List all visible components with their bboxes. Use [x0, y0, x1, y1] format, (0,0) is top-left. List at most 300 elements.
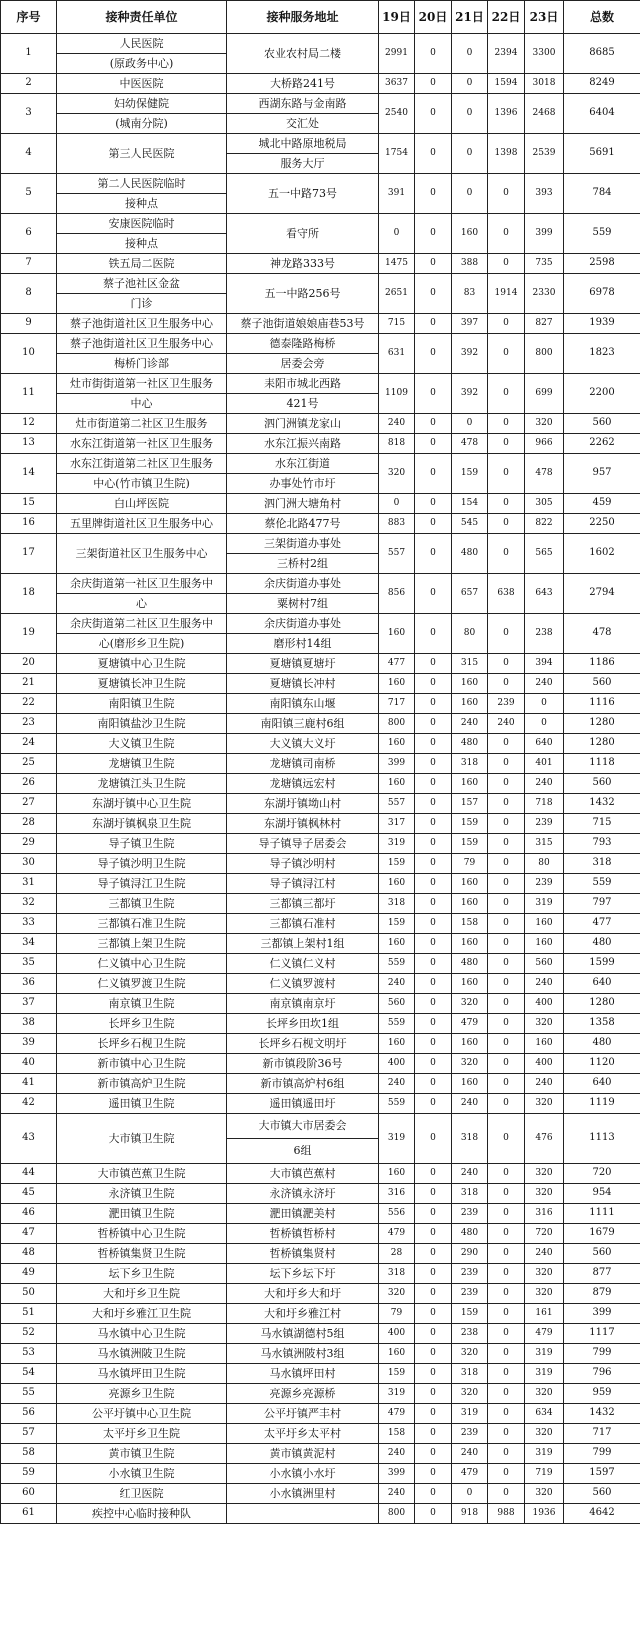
row-number: 56 [1, 1404, 57, 1424]
count-d20: 0 [415, 1304, 452, 1324]
table-row [1, 374, 640, 414]
table-row [1, 1034, 640, 1054]
row-number: 32 [1, 894, 57, 914]
unit-line: 仁义镇罗渡卫生院 [97, 976, 186, 990]
count-d21: 0 [452, 74, 488, 94]
table-row [1, 1384, 640, 1404]
count-d21: 239 [452, 1204, 488, 1224]
count-d21: 80 [452, 614, 488, 654]
count-d21: 0 [452, 174, 488, 214]
count-d23: 560 [525, 954, 564, 974]
count-d21: 160 [452, 1034, 488, 1054]
responsible-unit [57, 954, 227, 974]
count-total: 1186 [564, 654, 640, 674]
service-address [227, 414, 379, 434]
address-line: 水东江街道 [275, 457, 330, 470]
unit-line: (城南分院) [57, 113, 226, 133]
unit-line: 余庆街道第一社区卫生服务中 [70, 577, 213, 590]
count-d20: 0 [415, 454, 452, 494]
count-d19: 160 [379, 614, 415, 654]
service-address [227, 1054, 379, 1074]
count-d21: 319 [452, 1404, 488, 1424]
count-d20: 0 [415, 1204, 452, 1224]
address-line: 余庆街道办事处 [264, 617, 341, 630]
address-line: 小水镇洲里村 [269, 1486, 336, 1500]
count-d19: 316 [379, 1184, 415, 1204]
count-d19: 28 [379, 1244, 415, 1264]
table-row [1, 314, 640, 334]
count-d22: 0 [488, 734, 525, 754]
table-row [1, 214, 640, 254]
table-row [1, 1094, 640, 1114]
service-address [227, 874, 379, 894]
count-d22: 0 [488, 834, 525, 854]
count-d20: 0 [415, 434, 452, 454]
count-d19: 479 [379, 1404, 415, 1424]
count-d22: 0 [488, 914, 525, 934]
count-d20: 0 [415, 94, 452, 134]
count-d20: 0 [415, 994, 452, 1014]
address-line: 余庆街道办事处 [264, 577, 341, 590]
row-number: 5 [1, 174, 57, 214]
count-d21: 478 [452, 434, 488, 454]
count-d20: 0 [415, 1404, 452, 1424]
unit-line: 白山坪医院 [114, 496, 169, 510]
unit-line: 三都镇石准卫生院 [97, 916, 186, 930]
address-line: 德泰隆路梅桥 [269, 337, 336, 350]
count-total: 560 [564, 674, 640, 694]
row-number: 59 [1, 1464, 57, 1484]
row-number: 18 [1, 574, 57, 614]
unit-line: 中医医院 [119, 76, 164, 90]
count-d22: 0 [488, 1034, 525, 1054]
count-d21: 290 [452, 1244, 488, 1264]
count-d22: 0 [488, 254, 525, 274]
unit-line: 三都镇卫生院 [108, 896, 175, 910]
count-d19: 240 [379, 414, 415, 434]
count-d21: 158 [452, 914, 488, 934]
count-d22: 0 [488, 1284, 525, 1304]
count-d19: 559 [379, 1094, 415, 1114]
count-d20: 0 [415, 654, 452, 674]
count-d22: 0 [488, 894, 525, 914]
table-row [1, 174, 640, 214]
count-d23: 2330 [525, 274, 564, 314]
count-d19: 1109 [379, 374, 415, 414]
responsible-unit [57, 1094, 227, 1114]
count-d23: 3018 [525, 74, 564, 94]
service-address [227, 974, 379, 994]
count-d22: 0 [488, 494, 525, 514]
table-row [1, 614, 640, 654]
count-d20: 0 [415, 334, 452, 374]
service-address [227, 614, 379, 654]
count-d23: 240 [525, 974, 564, 994]
unit-line: 长坪乡石枧卫生院 [97, 1036, 186, 1050]
service-address [227, 1264, 379, 1284]
count-d20: 0 [415, 1114, 452, 1164]
table-row [1, 1484, 640, 1504]
count-d20: 0 [415, 1264, 452, 1284]
count-d20: 0 [415, 1284, 452, 1304]
address-line: 黄市镇黄泥村 [269, 1446, 336, 1460]
unit-line: 导子镇沙明卫生院 [97, 856, 186, 870]
count-d22: 0 [488, 174, 525, 214]
unit-line: 铁五局二医院 [108, 256, 175, 270]
count-d23: 240 [525, 774, 564, 794]
count-d19: 240 [379, 1444, 415, 1464]
count-d19: 160 [379, 774, 415, 794]
responsible-unit [57, 834, 227, 854]
count-d19: 160 [379, 1034, 415, 1054]
count-total: 1679 [564, 1224, 640, 1244]
row-number: 61 [1, 1504, 57, 1524]
count-d21: 0 [452, 1484, 488, 1504]
responsible-unit [57, 1484, 227, 1504]
count-d22: 0 [488, 934, 525, 954]
table-row [1, 794, 640, 814]
responsible-unit [57, 1204, 227, 1224]
unit-line: 蔡子池街道社区卫生服务中心 [70, 316, 213, 330]
count-d20: 0 [415, 714, 452, 734]
address-line: 哲桥镇集贤村 [269, 1246, 336, 1260]
row-number: 10 [1, 334, 57, 374]
unit-line: 龙塘镇卫生院 [108, 756, 175, 770]
count-d21: 239 [452, 1424, 488, 1444]
row-number: 17 [1, 534, 57, 574]
service-address [227, 74, 379, 94]
table-row [1, 34, 640, 74]
address-line: 交汇处 [227, 113, 378, 133]
service-address [227, 1404, 379, 1424]
count-d21: 157 [452, 794, 488, 814]
count-total: 640 [564, 974, 640, 994]
count-d23: 400 [525, 994, 564, 1014]
unit-line: 哲桥镇集贤卫生院 [97, 1246, 186, 1260]
table-row [1, 1244, 640, 1264]
service-address [227, 254, 379, 274]
responsible-unit [57, 814, 227, 834]
table-row [1, 774, 640, 794]
count-total: 2598 [564, 254, 640, 274]
count-d23: 735 [525, 254, 564, 274]
address-line: 东湖圩镇枫林村 [264, 816, 341, 830]
count-d21: 397 [452, 314, 488, 334]
table-row [1, 974, 640, 994]
address-line: 新市镇段阶36号 [262, 1056, 343, 1070]
count-d23: 240 [525, 674, 564, 694]
address-line: 永济镇永济圩 [269, 1186, 336, 1200]
responsible-unit [57, 934, 227, 954]
count-d23: 399 [525, 214, 564, 254]
responsible-unit [57, 74, 227, 94]
responsible-unit [57, 874, 227, 894]
responsible-unit [57, 774, 227, 794]
count-d23: 239 [525, 814, 564, 834]
count-d19: 317 [379, 814, 415, 834]
unit-line: 灶市街道第二社区卫生服务 [75, 416, 208, 430]
count-d22: 0 [488, 434, 525, 454]
count-d22: 0 [488, 1014, 525, 1034]
responsible-unit [57, 214, 227, 254]
count-d20: 0 [415, 574, 452, 614]
row-number: 4 [1, 134, 57, 174]
responsible-unit [57, 174, 227, 214]
count-d23: 316 [525, 1204, 564, 1224]
count-d22: 0 [488, 1054, 525, 1074]
unit-line: 淝田镇卫生院 [108, 1206, 175, 1220]
count-d21: 79 [452, 854, 488, 874]
service-address [227, 334, 379, 374]
table-row [1, 714, 640, 734]
count-total: 4642 [564, 1504, 640, 1524]
responsible-unit [57, 1344, 227, 1364]
count-total: 560 [564, 414, 640, 434]
responsible-unit [57, 1304, 227, 1324]
responsible-unit [57, 1244, 227, 1264]
unit-line: 大义镇卫生院 [108, 736, 175, 750]
count-d23: 640 [525, 734, 564, 754]
count-d23: 320 [525, 1264, 564, 1284]
table-row [1, 1114, 640, 1164]
count-d21: 479 [452, 1464, 488, 1484]
count-d21: 320 [452, 1384, 488, 1404]
service-address [227, 854, 379, 874]
count-d20: 0 [415, 494, 452, 514]
row-number: 40 [1, 1054, 57, 1074]
row-number: 25 [1, 754, 57, 774]
service-address [227, 374, 379, 414]
count-d19: 557 [379, 534, 415, 574]
service-address [227, 454, 379, 494]
unit-line: 中心 [57, 393, 226, 413]
count-total: 2262 [564, 434, 640, 454]
table-row [1, 834, 640, 854]
count-d23: 719 [525, 1464, 564, 1484]
unit-line: 梅桥门诊部 [57, 353, 226, 373]
count-d21: 480 [452, 1224, 488, 1244]
service-address [227, 774, 379, 794]
count-d23: 320 [525, 1284, 564, 1304]
count-d22: 0 [488, 1304, 525, 1324]
count-d22: 0 [488, 1464, 525, 1484]
count-d22: 0 [488, 314, 525, 334]
count-d22: 988 [488, 1504, 525, 1524]
count-d21: 154 [452, 494, 488, 514]
count-total: 1939 [564, 314, 640, 334]
unit-line: 三架街道社区卫生服务中心 [75, 546, 208, 560]
address-line: 粟树村7组 [227, 593, 378, 613]
row-number: 37 [1, 994, 57, 1014]
table-row [1, 534, 640, 574]
unit-line: 公平圩镇中心卫生院 [92, 1406, 191, 1420]
table-row [1, 454, 640, 494]
address-line: 南京镇南京圩 [269, 996, 336, 1010]
unit-line: 疾控中心临时接种队 [92, 1506, 191, 1520]
count-d21: 0 [452, 94, 488, 134]
count-d19: 160 [379, 934, 415, 954]
count-d23: 822 [525, 514, 564, 534]
service-address [227, 494, 379, 514]
address-line: 哲桥镇哲桥村 [269, 1226, 336, 1240]
count-d22: 0 [488, 374, 525, 414]
responsible-unit [57, 94, 227, 134]
count-d23: 320 [525, 1014, 564, 1034]
count-d22: 638 [488, 574, 525, 614]
responsible-unit [57, 714, 227, 734]
header-d21: 21日 [452, 1, 488, 34]
address-line: 五一中路256号 [264, 286, 341, 300]
row-number: 6 [1, 214, 57, 254]
count-d23: 160 [525, 1034, 564, 1054]
service-address [227, 434, 379, 454]
count-d20: 0 [415, 854, 452, 874]
count-d21: 239 [452, 1284, 488, 1304]
unit-line: 水东江街道第二社区卫生服务 [70, 457, 213, 470]
row-number: 1 [1, 34, 57, 74]
responsible-unit [57, 254, 227, 274]
count-d23: 643 [525, 574, 564, 614]
count-d23: 160 [525, 934, 564, 954]
count-d21: 479 [452, 1014, 488, 1034]
count-d23: 394 [525, 654, 564, 674]
table-row [1, 1204, 640, 1224]
row-number: 52 [1, 1324, 57, 1344]
unit-line: 坛下乡卫生院 [108, 1266, 175, 1280]
row-number: 7 [1, 254, 57, 274]
count-d21: 480 [452, 734, 488, 754]
count-d23: 319 [525, 1344, 564, 1364]
count-d19: 715 [379, 314, 415, 334]
count-d21: 315 [452, 654, 488, 674]
table-row [1, 434, 640, 454]
unit-line: 心 [57, 593, 226, 613]
count-d20: 0 [415, 1244, 452, 1264]
service-address [227, 1244, 379, 1264]
address-line: 龙塘镇远宏村 [269, 776, 336, 790]
unit-line: 人民医院 [119, 37, 164, 50]
header-no: 序号 [1, 1, 57, 34]
table-row [1, 674, 640, 694]
row-number: 29 [1, 834, 57, 854]
address-line: 夏塘镇长冲村 [269, 676, 336, 690]
count-total: 1432 [564, 794, 640, 814]
count-d19: 159 [379, 914, 415, 934]
count-total: 559 [564, 214, 640, 254]
count-d22: 0 [488, 1224, 525, 1244]
address-line: 城北中路原地税局 [258, 137, 347, 150]
count-d19: 319 [379, 834, 415, 854]
responsible-unit [57, 614, 227, 654]
count-d21: 240 [452, 714, 488, 734]
service-address [227, 34, 379, 74]
address-line: 仁义镇罗渡村 [269, 976, 336, 990]
count-total: 480 [564, 934, 640, 954]
count-d19: 160 [379, 874, 415, 894]
count-d21: 318 [452, 1184, 488, 1204]
count-d20: 0 [415, 874, 452, 894]
row-number: 21 [1, 674, 57, 694]
count-total: 715 [564, 814, 640, 834]
address-line: 泗门洲大塘角村 [264, 496, 341, 510]
responsible-unit [57, 134, 227, 174]
count-d22: 0 [488, 1404, 525, 1424]
count-d19: 160 [379, 734, 415, 754]
service-address [227, 1464, 379, 1484]
address-line: 三都镇石准村 [269, 916, 336, 930]
row-number: 12 [1, 414, 57, 434]
count-d22: 0 [488, 1074, 525, 1094]
service-address [227, 1164, 379, 1184]
count-d19: 399 [379, 1464, 415, 1484]
count-d19: 479 [379, 1224, 415, 1244]
count-d20: 0 [415, 1364, 452, 1384]
address-line: 马水镇湖德村5组 [260, 1326, 345, 1340]
count-total: 399 [564, 1304, 640, 1324]
responsible-unit [57, 854, 227, 874]
unit-line: 亮源乡卫生院 [108, 1386, 175, 1400]
count-d21: 392 [452, 334, 488, 374]
row-number: 9 [1, 314, 57, 334]
count-d19: 818 [379, 434, 415, 454]
count-d20: 0 [415, 414, 452, 434]
table-row [1, 914, 640, 934]
count-d21: 159 [452, 834, 488, 854]
table-row [1, 1184, 640, 1204]
count-d23: 240 [525, 1074, 564, 1094]
responsible-unit [57, 1114, 227, 1164]
address-line: 五一中路73号 [268, 186, 337, 200]
count-d21: 160 [452, 934, 488, 954]
count-d20: 0 [415, 274, 452, 314]
count-d22: 0 [488, 1324, 525, 1344]
count-d20: 0 [415, 1164, 452, 1184]
count-d23: 320 [525, 1424, 564, 1444]
count-d20: 0 [415, 1384, 452, 1404]
unit-line: 小水镇卫生院 [108, 1466, 175, 1480]
responsible-unit [57, 434, 227, 454]
address-line [227, 1505, 378, 1523]
table-row [1, 514, 640, 534]
unit-line: 灶市街街道第一社区卫生服务 [70, 377, 213, 390]
responsible-unit [57, 994, 227, 1014]
row-number: 2 [1, 74, 57, 94]
row-number: 30 [1, 854, 57, 874]
count-d19: 318 [379, 1264, 415, 1284]
count-d22: 0 [488, 654, 525, 674]
service-address [227, 914, 379, 934]
address-line: 坛下乡坛下圩 [269, 1266, 336, 1280]
count-d22: 239 [488, 694, 525, 714]
row-number: 42 [1, 1094, 57, 1114]
address-line: 耒阳市城北西路 [264, 377, 341, 390]
address-line: 公平圩镇严丰村 [264, 1406, 341, 1420]
unit-line: 东湖圩镇枫泉卫生院 [92, 816, 191, 830]
count-d20: 0 [415, 674, 452, 694]
table-row [1, 1304, 640, 1324]
count-total: 1116 [564, 694, 640, 714]
service-address [227, 714, 379, 734]
count-d19: 319 [379, 1384, 415, 1404]
count-total: 793 [564, 834, 640, 854]
unit-line: 东湖圩镇中心卫生院 [92, 796, 191, 810]
count-d22: 0 [488, 1244, 525, 1264]
service-address [227, 1384, 379, 1404]
service-address [227, 1324, 379, 1344]
count-total: 318 [564, 854, 640, 874]
count-total: 1111 [564, 1204, 640, 1224]
count-d22: 0 [488, 514, 525, 534]
